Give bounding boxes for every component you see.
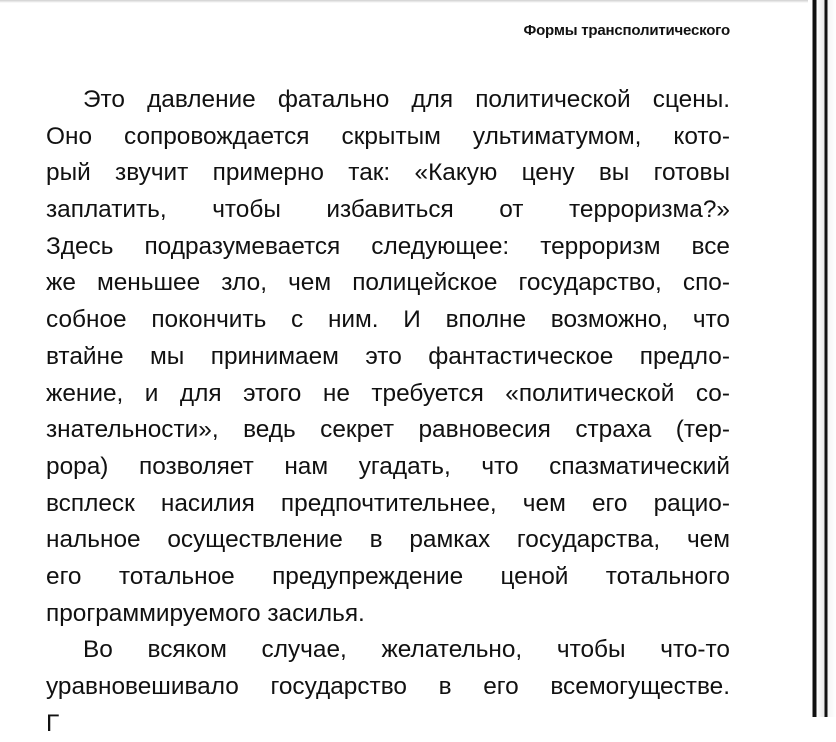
page-edge-top <box>0 0 836 3</box>
page-edge-right <box>808 0 836 717</box>
text-line: втайне мы принимаем это фантастическое предло- <box>46 342 730 370</box>
running-title: Формы транcполитического <box>523 22 730 39</box>
text-line: программируемого засилья. <box>46 599 365 627</box>
text-line: всплеск насилия предпочтительнее, чем его рацио- <box>46 489 730 517</box>
text-line-cut-off: Г <box>46 709 60 737</box>
text-line: его тотальное предупреждение ценой тотального <box>46 562 730 590</box>
body-text <box>46 82 730 737</box>
text-line: же меньшее зло, чем полицейское государство, спо- <box>46 269 730 297</box>
text-line: знательности», ведь секрет равновесия страха (тер- <box>46 416 730 444</box>
text-line: нальное осуществление в рамках государства, чем <box>46 526 730 554</box>
text-line: Это давление фатально для политической сцены. <box>83 86 730 113</box>
text-line: заплатить, чтобы избавиться от терроризма?» <box>46 196 730 224</box>
text-line: рора) позволяет нам угадать, что спазматический <box>46 452 730 480</box>
text-line: уравновешивало государство в его всемогуществе. <box>46 673 730 700</box>
text-line: Оно сопровождается скрытым ультиматумом, кото- <box>46 122 730 150</box>
text-line: собное покончить с ним. И вполне возможно, что <box>46 306 730 334</box>
text-line: рый звучит примерно так: «Какую цену вы готовы <box>46 159 730 187</box>
text-line: Во всяком случае, желательно, чтобы что-то <box>83 636 730 664</box>
text-line: Здесь подразумевается следующее: терроризм все <box>46 232 730 260</box>
text-line: жение, и для этого не требуется «политической со- <box>46 379 730 407</box>
